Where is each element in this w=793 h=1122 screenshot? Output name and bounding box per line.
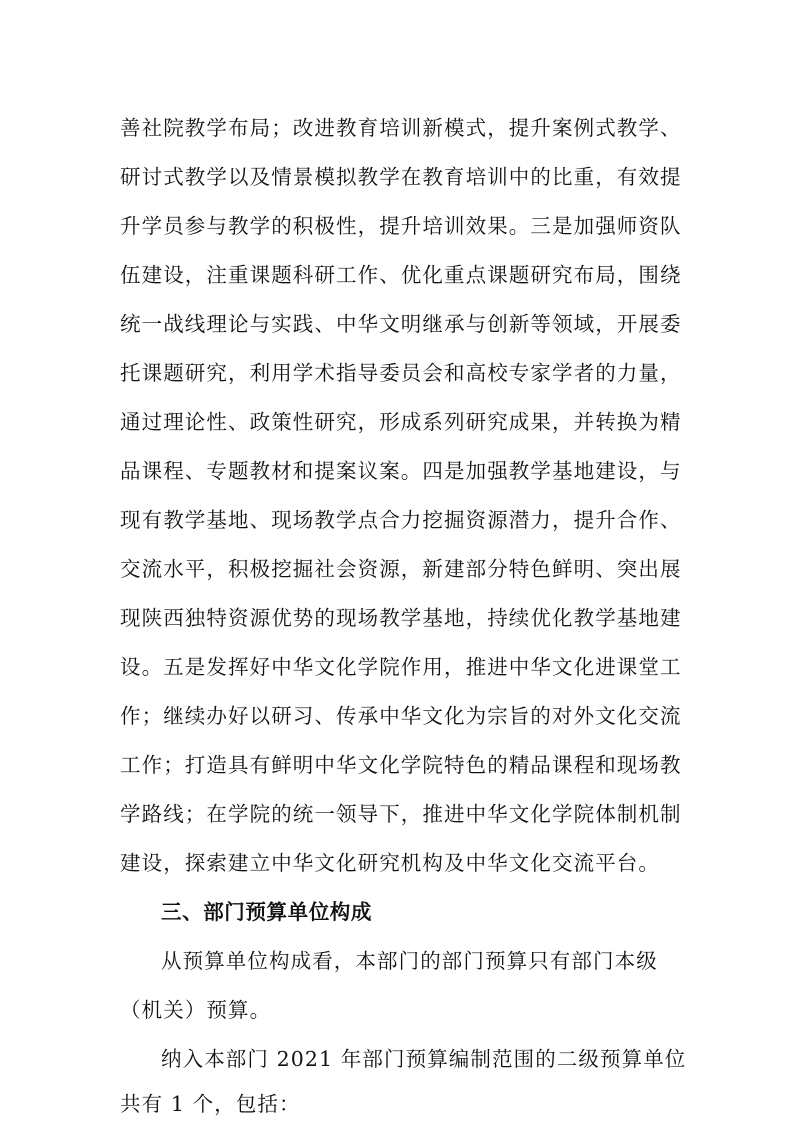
paragraph-line: 设。五是发挥好中华文化学院作用，推进中华文化进课堂工	[120, 655, 682, 679]
paragraph-line: 善社院教学布局；改进教育培训新模式，提升案例式教学、	[120, 116, 682, 140]
paragraph-line: 升学员参与教学的积极性，提升培训效果。三是加强师资队	[120, 214, 682, 238]
paragraph-line: 作；继续办好以研习、传承中华文化为宗旨的对外文化交流	[120, 704, 682, 728]
paragraph-line: 研讨式教学以及情景模拟教学在教育培训中的比重，有效提	[120, 165, 682, 189]
paragraph-line: 工作；打造具有鲜明中华文化学院特色的精品课程和现场教	[120, 753, 682, 777]
paragraph-line: 纳入本部门 2021 年部门预算编制范围的二级预算单位	[161, 1047, 687, 1071]
paragraph-line: 托课题研究，利用学术指导委员会和高校专家学者的力量，	[120, 361, 682, 385]
paragraph-line: 从预算单位构成看，本部门的部门预算只有部门本级	[161, 949, 658, 973]
section-heading: 三、部门预算单位构成	[161, 900, 372, 924]
paragraph-line: 共有 1 个，包括：	[120, 1092, 301, 1116]
paragraph-line: 品课程、专题教材和提案议案。四是加强教学基地建设，与	[120, 459, 682, 483]
paragraph-line: 统一战线理论与实践、中华文明继承与创新等领域，开展委	[120, 312, 682, 336]
paragraph-line: 现陕西独特资源优势的现场教学基地，持续优化教学基地建	[120, 606, 682, 630]
paragraph-line: 建设，探索建立中华文化研究机构及中华文化交流平台。	[120, 851, 660, 875]
paragraph-line: 通过理论性、政策性研究，形成系列研究成果，并转换为精	[120, 410, 682, 434]
paragraph-line: （机关）预算。	[120, 998, 272, 1022]
paragraph-line: 交流水平，积极挖掘社会资源，新建部分特色鲜明、突出展	[120, 557, 682, 581]
paragraph-line: 学路线；在学院的统一领导下，推进中华文化学院体制机制	[120, 802, 682, 826]
paragraph-line: 伍建设，注重课题科研工作、优化重点课题研究布局，围绕	[120, 263, 682, 287]
paragraph-line: 现有教学基地、现场教学点合力挖掘资源潜力，提升合作、	[120, 508, 682, 532]
